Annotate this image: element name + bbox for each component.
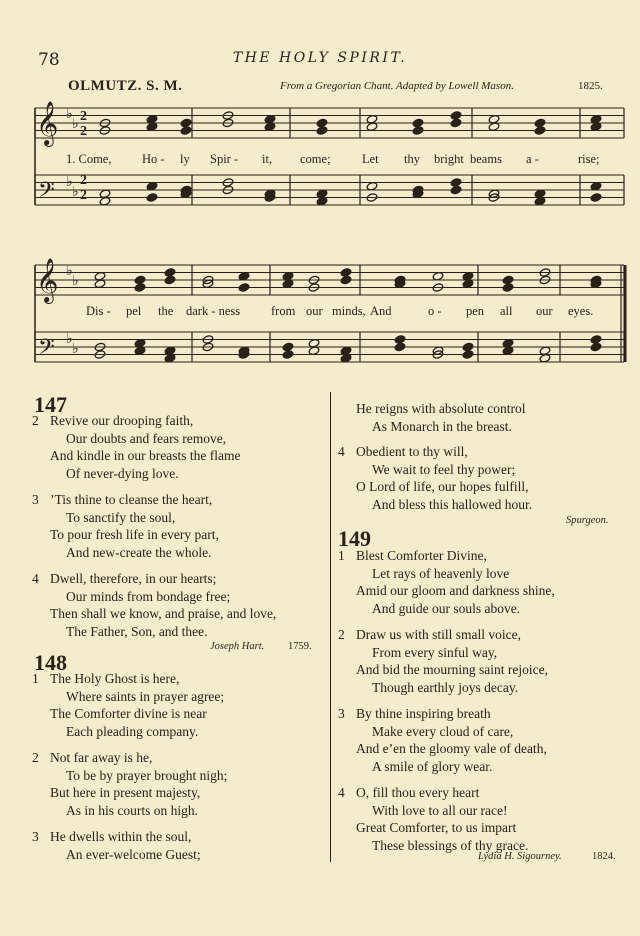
verse-line: And bid the mourning saint rejoice, — [356, 662, 548, 677]
lyric-2-syllable: all — [500, 304, 513, 318]
verse-line: Let rays of heavenly love — [372, 565, 510, 581]
lyric-2-syllable: And — [370, 304, 392, 318]
note-head — [164, 275, 176, 285]
treble-clef-icon — [36, 259, 58, 304]
verse-line: Our minds from bondage free; — [66, 588, 231, 604]
bass-clef-icon — [38, 178, 55, 207]
verse-number: 2 — [338, 627, 345, 642]
verse-line: And bless this hallowed hour. — [372, 496, 533, 512]
verse-line: He reigns with absolute control — [356, 401, 526, 416]
running-title: THE HOLY SPIRIT. — [232, 50, 408, 66]
note-head — [534, 118, 546, 128]
lyric-2-syllable: o - — [428, 304, 442, 318]
svg-text:♭: ♭ — [72, 274, 79, 289]
verse-line: O Lord of life, our hopes fulfill, — [356, 479, 529, 494]
tune-attribution: From a Gregorian Chant. Adapted by Lowell Mason. — [280, 80, 514, 92]
verse-line: Revive our drooping faith, — [50, 413, 194, 428]
hymn-148-author: Spurgeon. — [566, 515, 609, 526]
verse-number: 2 — [32, 750, 39, 765]
verse-line: From every sinful way, — [372, 644, 498, 660]
verse-line: Draw us with still small voice, — [356, 627, 521, 642]
verse-line: ’Tis thine to cleanse the heart, — [50, 492, 213, 507]
lyric-1-syllable: bright — [434, 152, 464, 166]
lyric-1-syllable: ly — [180, 152, 190, 166]
hymn-149-year: 1824. — [592, 851, 616, 862]
note-head — [146, 193, 158, 203]
verse-line: Make every cloud of care, — [372, 723, 514, 739]
verse-number: 4 — [338, 785, 345, 800]
verse-number: 4 — [338, 444, 345, 459]
note-head — [462, 350, 474, 360]
note-head — [164, 268, 176, 278]
verse-line: A smile of glory wear. — [372, 758, 493, 774]
note-head — [340, 275, 352, 285]
verse-number: 4 — [32, 571, 39, 586]
verse-line: The Comforter divine is near — [50, 706, 207, 721]
verse-line: To pour fresh life in every part, — [50, 527, 219, 542]
note-head — [180, 126, 192, 136]
svg-text:♭: ♭ — [66, 264, 73, 279]
note-head — [282, 342, 294, 352]
note-head — [534, 126, 546, 136]
verse-line: To be by prayer brought nigh; — [66, 767, 228, 783]
page-number: 78 — [38, 50, 60, 70]
lyric-1-syllable: beams — [470, 152, 502, 166]
verse-line: Blest Comforter Divine, — [356, 548, 487, 563]
lyric-1-syllable: Let — [362, 152, 379, 166]
note-head — [502, 275, 514, 285]
note-head — [462, 342, 474, 352]
lyric-1-syllable: Ho - — [142, 152, 165, 166]
lyric-2-syllable: pen — [466, 304, 485, 318]
note-head — [134, 283, 146, 293]
verse-number: 3 — [32, 829, 39, 844]
verse-line: Dwell, therefore, in our hearts; — [50, 571, 217, 586]
treble-clef-icon — [36, 102, 58, 147]
svg-text:♭: ♭ — [66, 332, 73, 347]
note-head — [590, 193, 602, 203]
lyric-1-syllable: Spir - — [210, 152, 239, 166]
verse-number: 2 — [32, 413, 39, 428]
svg-text:𝄞: 𝄞 — [36, 260, 59, 302]
svg-text:2: 2 — [80, 188, 87, 203]
verse-line: And kindle in our breasts the flame — [50, 448, 241, 463]
hymn-147-year: 1759. — [288, 641, 312, 652]
verse-line: Obedient to thy will, — [356, 444, 468, 459]
lyric-1-syllable: a - — [526, 152, 539, 166]
tune-name: OLMUTZ. S. M. — [68, 78, 183, 94]
lyric-1-syllable: thy — [404, 152, 420, 166]
verse-line: He dwells within the soul, — [50, 829, 192, 844]
column-divider — [330, 392, 331, 862]
tune-year: 1825. — [578, 80, 603, 92]
lyric-2-syllable: dark - ness — [186, 304, 241, 318]
hymn-149-author: Lydia H. Sigourney. — [478, 851, 562, 862]
note-head — [316, 118, 328, 128]
svg-text:𝄢: 𝄢 — [38, 178, 55, 207]
note-head — [134, 275, 146, 285]
hymn-number-148: 148 — [34, 650, 67, 675]
hymn-147-author: Joseph Hart. — [210, 641, 265, 652]
verse-line: And new-create the whole. — [66, 544, 212, 560]
verse-line: But here in present majesty, — [50, 785, 201, 800]
lyric-1-syllable: come; — [300, 152, 331, 166]
verse-line: Not far away is he, — [50, 750, 153, 765]
svg-text:2: 2 — [80, 124, 87, 139]
svg-text:2: 2 — [80, 109, 87, 124]
note-head — [238, 283, 250, 293]
lyric-2-syllable: the — [158, 304, 174, 318]
verse-line: To sanctify the soul, — [66, 509, 176, 525]
note-head — [450, 111, 462, 121]
verse-line: The Father, Son, and thee. — [66, 623, 208, 639]
svg-text:♭: ♭ — [66, 107, 73, 122]
lyric-2-syllable: our — [536, 304, 553, 318]
bass-clef-icon — [38, 335, 55, 364]
hymn-number-147: 147 — [34, 392, 67, 417]
note-head — [450, 118, 462, 128]
note-head — [394, 335, 406, 345]
note-head — [394, 342, 406, 352]
verse-line: With love to all our race! — [372, 802, 508, 818]
note-head — [412, 118, 424, 128]
svg-text:𝄞: 𝄞 — [36, 103, 59, 145]
note-head — [412, 126, 424, 136]
verse-line: Our doubts and fears remove, — [66, 430, 227, 446]
verse-line: And guide our souls above. — [372, 600, 521, 616]
note-head — [590, 335, 602, 345]
key-signature — [66, 264, 79, 357]
verse-line: An ever-welcome Guest; — [66, 846, 201, 862]
lyric-1-syllable: it, — [262, 152, 273, 166]
verse-line: The Holy Ghost is here, — [50, 671, 180, 686]
verse-line: Then shall we know, and praise, and love, — [50, 606, 277, 621]
verse-line: Of never-dying love. — [66, 465, 179, 481]
lyric-1-syllable: rise; — [578, 152, 600, 166]
verse-number: 3 — [338, 706, 345, 721]
note-head — [502, 283, 514, 293]
verse-line: Great Comforter, to us impart — [356, 820, 517, 835]
bass-staff-2 — [35, 332, 624, 362]
note-head — [180, 118, 192, 128]
note-head — [590, 342, 602, 352]
svg-text:♭: ♭ — [66, 175, 73, 190]
verse-line: Each pleading company. — [66, 723, 199, 739]
svg-text:♭: ♭ — [72, 117, 79, 132]
lyric-2-syllable: from — [271, 304, 296, 318]
verse-line: O, fill thou every heart — [356, 785, 480, 800]
note-head — [316, 126, 328, 136]
lyric-1-syllable: 1. Come, — [66, 152, 112, 166]
note-head — [340, 268, 352, 278]
lyric-2-syllable: pel — [126, 304, 142, 318]
lyric-2-syllable: our — [306, 304, 323, 318]
verse-number: 1 — [338, 548, 345, 563]
svg-text:♭: ♭ — [72, 185, 79, 200]
verse-line: These blessings of thy grace. — [372, 837, 529, 853]
verse-line: And e’en the gloomy vale of death, — [356, 741, 547, 756]
svg-text:♭: ♭ — [72, 342, 79, 357]
verse-line: Amid our gloom and darkness shine, — [356, 583, 555, 598]
lyric-2-syllable: eyes. — [568, 304, 594, 318]
svg-text:𝄢: 𝄢 — [38, 335, 55, 364]
svg-text:2: 2 — [80, 173, 87, 188]
verse-line: Though earthly joys decay. — [372, 679, 519, 695]
verse-line: We wait to feel thy power; — [372, 461, 516, 477]
note-head — [450, 185, 462, 195]
verse-line: By thine inspiring breath — [356, 706, 491, 721]
note-head — [282, 350, 294, 360]
verse-number: 3 — [32, 492, 39, 507]
verse-number: 1 — [32, 671, 39, 686]
verse-line: Where saints in prayer agree; — [66, 688, 225, 704]
verse-line: As in his courts on high. — [66, 802, 199, 818]
note-head — [450, 178, 462, 188]
lyric-2-syllable: Dis - — [86, 304, 111, 318]
hymn-number-149: 149 — [338, 526, 371, 551]
lyric-2-syllable: minds, — [332, 304, 366, 318]
verse-line: As Monarch in the breast. — [372, 419, 512, 434]
